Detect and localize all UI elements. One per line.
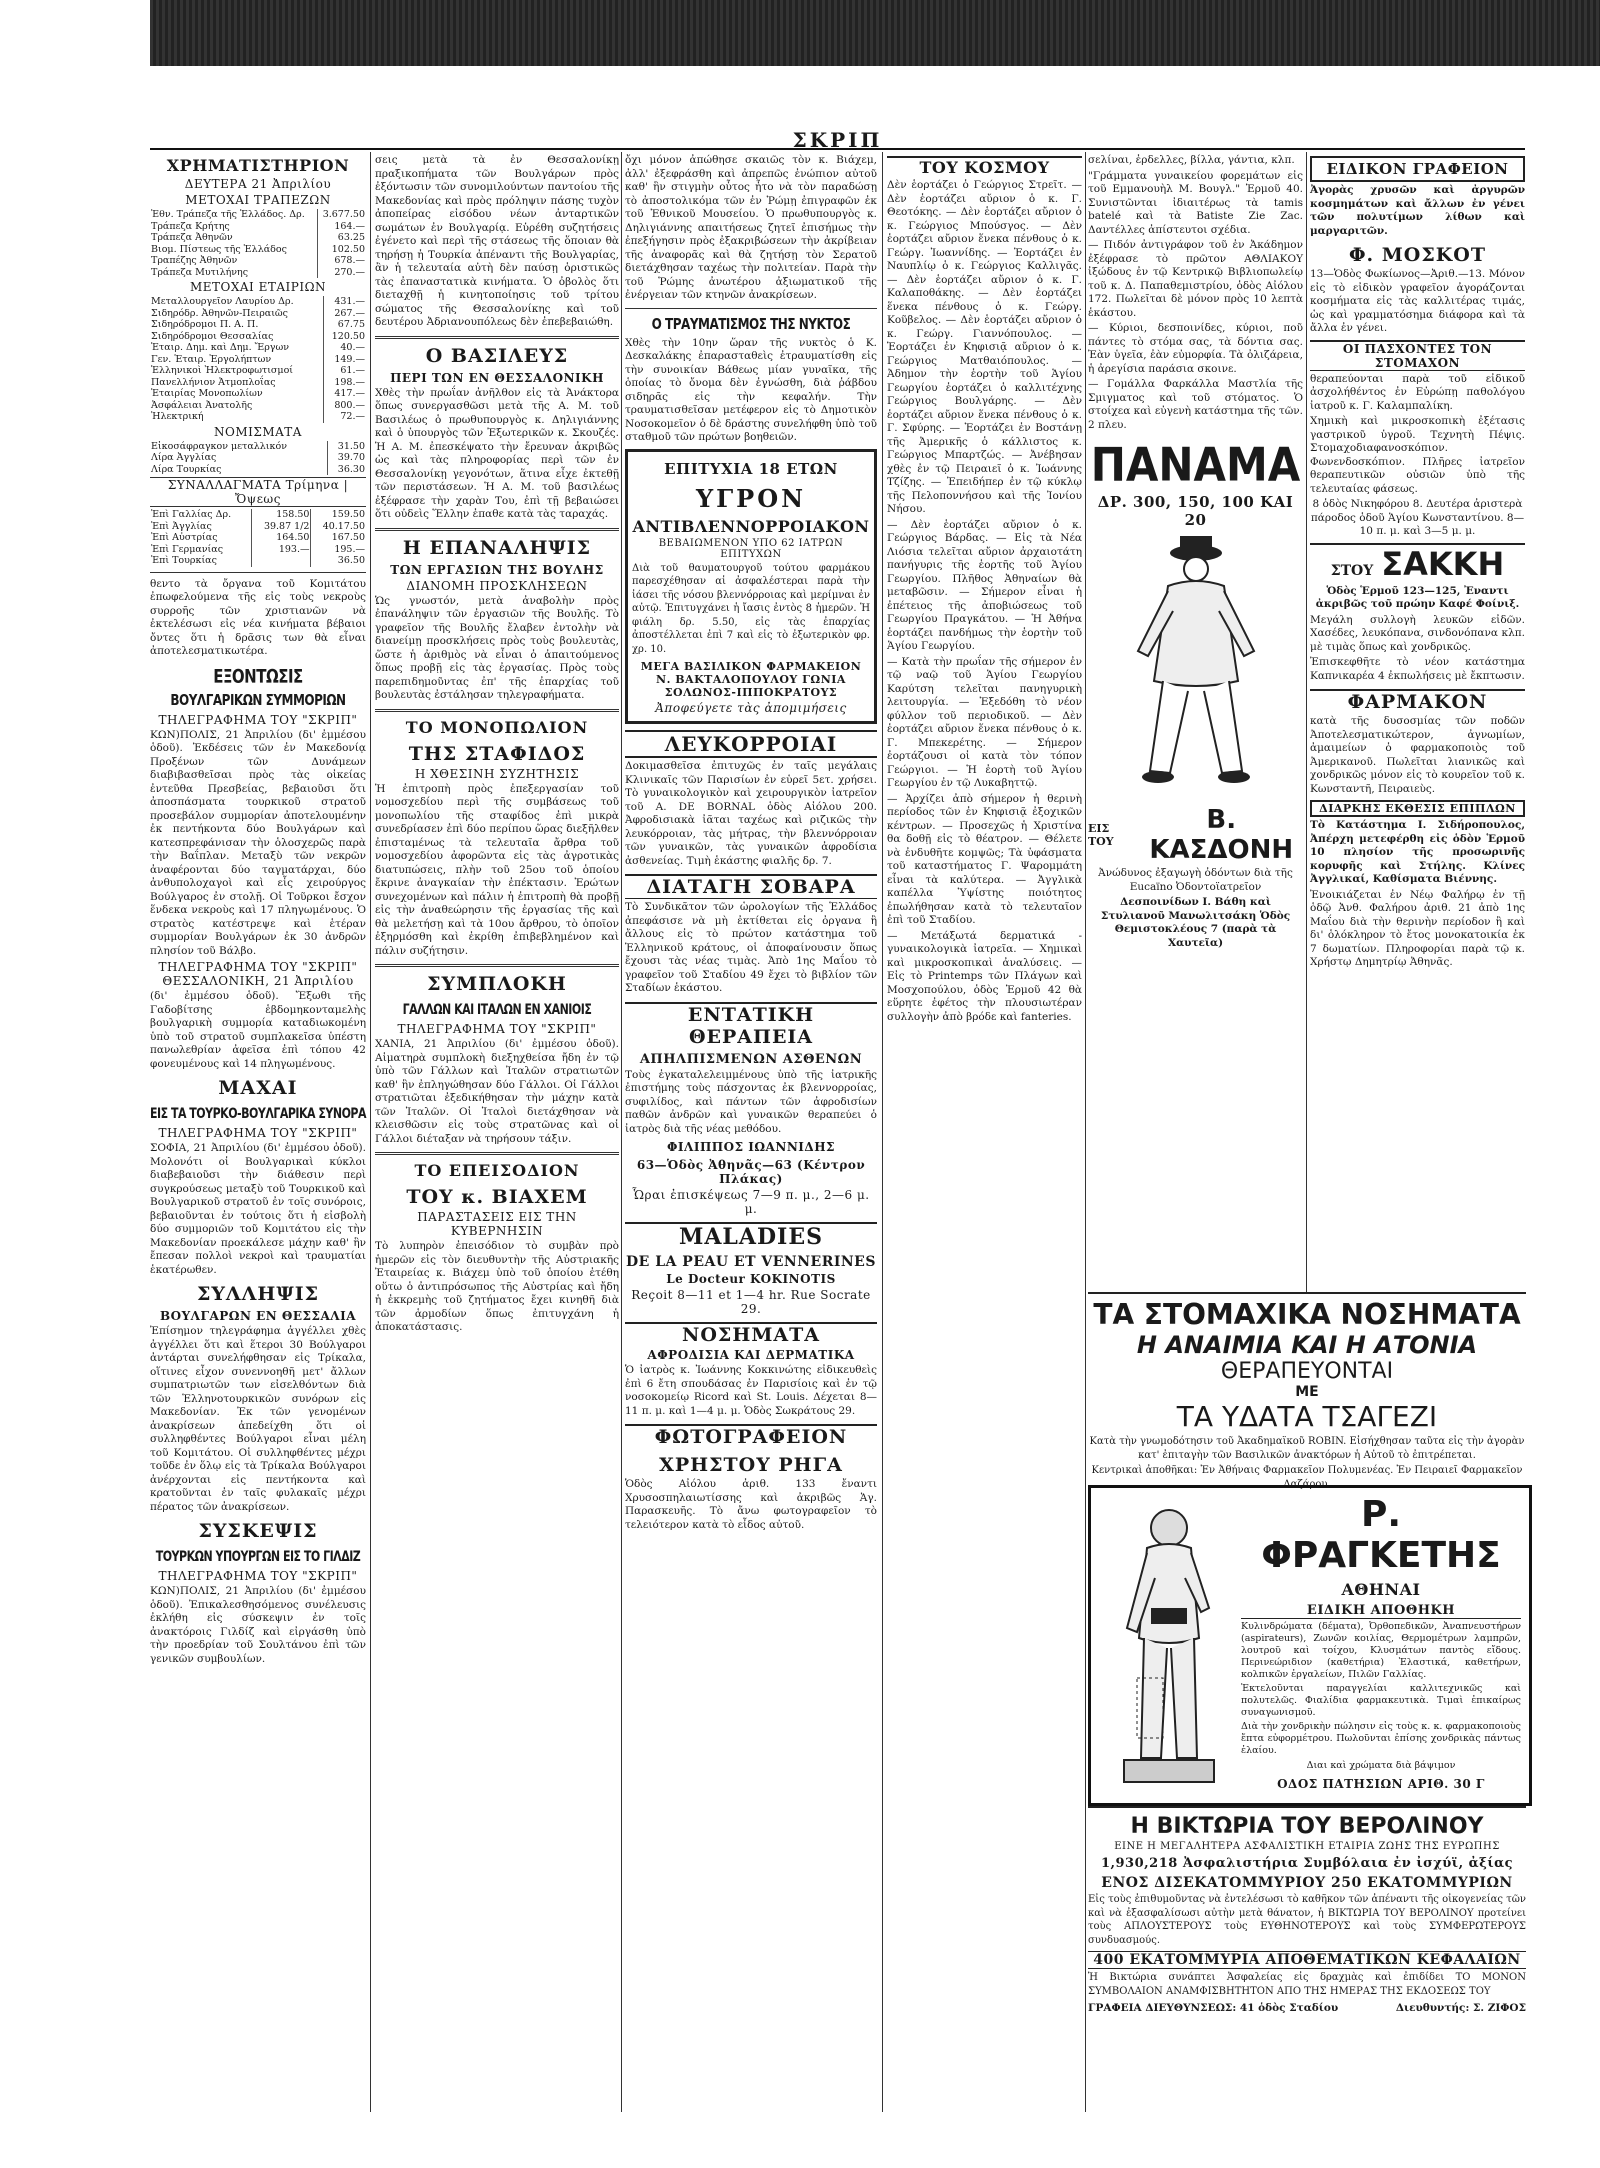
table-row: [150, 308, 366, 320]
headline-monopolion-sub: ΤΗΣ ΣΤΑΦΙΔΟΣ: [408, 742, 586, 765]
article-text: θεντο τὰ ὄργανα τοῦ Κομιτάτου ἐπωφελούμενα τῆς εἰς τοὺς νεκροὺς συρροῆς τῶν χριστιανῶν νὰ ἐκτελέσωσι εἰς νέα κινήματα βέβαιοι ὄντες ὅτι ἡ δρᾶσις των θὰ εἶναι ἀποτελεσματικωτέρα.: [150, 577, 366, 657]
ad-footer: Ἀποφεύγετε τὰς ἀπομιμήσεις: [655, 701, 847, 715]
row-value: 164.—: [318, 221, 366, 233]
row-value: 40.—: [323, 342, 366, 354]
row-value: 39.87 1/2: [251, 521, 311, 533]
article-text: ΚΩΝ)ΠΟΛΙΣ, 21 Ἀπριλίου (δι' ἐμμέσου ὁδοῦ). Ἐπικαλεσθησόμενος συνέλευσις ἐκλήθη εἰς σύσκεψιν ἐν τοῖς ἀνακτόροις Γιλδίζ καὶ εἰργάσθη ὑπὸ τὴν προεδρίαν τοῦ Σουλτάνου ἐπὶ τῶν γενικῶν συμβουλίων.: [150, 1585, 366, 1665]
headline-symploki: ΣΥΜΠΛΟΚΗ: [427, 973, 567, 995]
table-row: [150, 532, 366, 544]
ad-stomachika-title: ΤΑ ΣΤΟΜΑΧΙΚΑ ΝΟΣΗΜΑΤΑ: [1093, 1298, 1521, 1331]
ad-victoria-line1: 1,930,218 Ἀσφαλιστήρια Συμβόλαια ἐν ἰσχύϊ, ἀξίας: [1100, 1856, 1514, 1871]
ad-maladies-title: MALADIES: [625, 1222, 877, 1250]
sakki-name: ΣΑΚΚΗ: [1381, 544, 1505, 583]
table-row: [150, 267, 366, 279]
headline-entatiki: ΕΝΤΑΤΙΚΗ ΘΕΡΑΠΕΙΑ: [625, 1002, 877, 1048]
headline-epeisodion-sub: ΤΟΥ κ. ΒΙΑΧΕΜ: [406, 1186, 588, 1208]
row-value: 800.—: [323, 400, 366, 412]
article-text: — Μετάξωτά δερματικά - γυναικολογικὰ ἰατρεῖα. — Χημικαὶ καὶ μικροσκοπικαὶ ἀναλύσεις. — Εἰς τὸ Printemps τῶν Πλάγων καὶ Μοσχοπούλου, ὁδὸς Ἑρμοῦ 42 θὰ εὕρητε ἐφέτος τὴν πλουσιωτέραν συλλογὴν ἀπὸ βρόδε καὶ fanteries.: [887, 929, 1082, 1023]
ad-maladies-doctor: Le Docteur KOKINOTIS: [666, 1272, 836, 1286]
table-row: [150, 221, 366, 233]
banks-table: [150, 209, 366, 278]
headline-farmakon: ΦΑΡΜΑΚΟΝ: [1310, 689, 1525, 713]
headline-kosmos: ΤΟΥ ΚΟΣΜΟΥ: [887, 156, 1082, 177]
headline-leukorroia: ΛΕΥΚΟΡΡΟΙΑΙ: [625, 730, 877, 758]
headline-vasileus: Ο ΒΑΣΙΛΕΥΣ: [425, 344, 569, 367]
divider: [625, 308, 877, 309]
column-6: [1310, 152, 1525, 1312]
ad-title-2: ΑΝΤΙΒΛΕΝΝΟΡΡΟΙΑΚΟΝ: [632, 516, 870, 536]
ad-victoria-sub: ΕΙΝΕ Η ΜΕΓΑΛΗΤΕΡΑ ΑΣΦΑΛΙΣΤΙΚΗ ΕΤΑΙΡΙΑ ΖΩΗΣ ΤΗΣ ΕΥΡΩΠΗΣ: [1114, 1841, 1500, 1852]
ad-text: Ἐπισκεφθῆτε τὸ νέον κατάστημα Καπνικαρέα 4 ἐκπωλήσεις μὲ ἔκπτωσιν.: [1310, 656, 1525, 682]
fragketis-text-block: [1241, 1494, 1521, 1793]
divider: [375, 528, 619, 531]
ad-stomachika-title4: ΤΑ ΥΔΑΤΑ ΤΣΑΓΕΖΙ: [1176, 1400, 1438, 1433]
kasdoni-name: Β. ΚΑΣΔΟΝΗ: [1149, 805, 1294, 865]
column-5: [1088, 152, 1303, 1312]
ad-maladies-sub: DE LA PEAU ET VENNERINES: [626, 1254, 876, 1270]
column-divider: [370, 152, 371, 2112]
row-value: 270.—: [318, 267, 366, 279]
divider: [375, 336, 619, 339]
article-text: — Ἀρχίζει ἀπὸ σήμερον ἡ θερινὴ περίοδος τῶν ἐν Κηφισιᾷ ἐξοχικῶν κέντρων. — Προσεχῶς ἡ Χριστίνα θα δοθῇ εἰς τὸ θέατρον. — Θέλετε νὰ ἐνδυθῆτε κομψῶς; Τὰ ὑφάσματα τοῦ καταστήματος Γ. Ψαρομμάτη εἶναι τὰ καλύτερα. — Ἀγγλικὰ καπέλλα Ὑψίστης ποιότητος ἐπωλήθησαν κατὰ τὸ τελευταῖον ἐπὶ τοῦ Σταδίου.: [887, 792, 1082, 926]
ad-victoria-office: ΓΡΑΦΕΙΑ ΔΙΕΥΘΥΝΣΕΩΣ: 41 ὁδὸς Σταδίου: [1088, 2002, 1339, 2014]
telegram-label: ΤΗΛΕΓΡΑΦΗΜΑ ΤΟΥ "ΣΚΡΙΠ" ΘΕΣΣΑΛΟΝΙΚΗ, 21 Ἀπριλίου: [158, 960, 358, 988]
ad-tsagezi-waters: [1088, 1292, 1526, 1490]
table-row: [150, 555, 366, 567]
ad-text: Ἐκτελοῦνται παραγγελίαι καλλιτεχνικῶς καὶ πολυτελῶς. Φιαλίδια φαρμακευτικὰ. Τιμαὶ ἐπικαίρως συναγωνισμοῦ.: [1241, 1683, 1521, 1718]
headline-epeisodion: ΤΟ ΕΠΕΙΣΟΔΙΟΝ: [414, 1161, 580, 1180]
row-value: 195.—: [311, 544, 366, 556]
row-value: 39.70: [328, 452, 366, 464]
banks-header: ΜΕΤΟΧΑΙ ΤΡΑΠΕΖΩΝ: [185, 193, 331, 207]
table-row: [150, 441, 366, 453]
exchange-date: ΔΕΥΤΕΡΑ 21 Ἀπριλίου: [184, 177, 332, 191]
column-divider: [1085, 152, 1086, 2112]
headline-syskepsis: ΣΥΣΚΕΨΙΣ: [198, 1520, 318, 1542]
fx-table: [150, 509, 366, 567]
ad-text: — Γομάλλα Φαρκάλλα Μαστλία τῆς Σμιγματος καὶ τοῦ στόματος. Ὁ στοίχεα καὶ εὐγενὴ κατάστημα τῆς τῶν. 2 πλευ.: [1088, 378, 1303, 431]
ad-stomachika-title2: Η ΑΝΑΙΜΙΑ ΚΑΙ Η ΑΤΟΝΙΑ: [1136, 1331, 1478, 1359]
column-1: [150, 152, 366, 2117]
ad-text: — Πιδόν ἀντιγράφον τοῦ ἐν Ἀκάδημον ἐξέφρασε τὸ πρῶτον ΑΘΛΙΑΚΟΥ ἰξώδους ἐν τῷ Κεντρικῷ Βιβλιοπωλείῳ τοῦ κ. Δ. Παπαθεμιστρίου, ὁδὸς Αἰόλου 172. Πωλεῖται δὲ μόνον πρὸς 10 λεπτὰ ἑκάστου.: [1088, 239, 1303, 319]
article-text: Ἐπίσημον τηλεγράφημα ἀγγέλλει χθὲς ἀγγέλλει ὅτι καὶ ἕτεροι 30 Βούλγαροι ἀντάρται συνελήφθησαν εἰς Τρίκαλα, οἵτινες εἶχον συνεννοηθῆ μετ' ἄλλων συμπατριωτῶν των εἰσελθόντων διὰ τῶν Ἑλληνοτουρκικῶν συνόρων εἰς Μακεδονίαν. Ἐκ τῶν γενομένων ἀνακρίσεων ἀπεδείχθη ὅτι οἱ συλληφθέντες Βούλγαροι εἶναι μέλη τοῦ Κομιτάτου. Οἱ συλληφθέντες μέχρι τοῦδε ἐν ὅλῳ εἰς τὰ Τρίκαλα Βούλγαροι ἀνέρχονται εἰς πεντήκοντα καὶ κρατοῦνται ἐν ταῖς φυλακαῖς μέχρι πέρατος τῶν ἀνακρίσεων.: [150, 1325, 366, 1513]
row-label: Λίρα Ἀγγλίας: [151, 452, 217, 463]
ad-panama-title: ΠΑΝΑΜΑ: [1090, 437, 1301, 492]
kasdoni-prefix: ΕΙΣ ΤΟΥ: [1088, 822, 1114, 848]
ad-text: Ἡ Βικτώρια συνάπτει Ἀσφαλείας εἰς δραχμὰς καὶ ἐπιδίδει ΤΟ ΜΟΝΟΝ ΣΥΜΒΟΛΑΙΟΝ ΑΝΑΜΦΙΣΒΗΤΗΤΟΝ ΑΠΟ ΤΗΣ ΗΜΕΡΑΣ ΤΗΣ ΕΚΔΟΣΕΩΣ ΤΟΥ: [1088, 1972, 1526, 1997]
headline-maxai-sub: ΕΙΣ ΤΑ ΤΟΥΡΚΟ-ΒΟΥΛΓΑΡΙΚΑ ΣΥΝΟΡΑ: [150, 1105, 366, 1122]
ad-panama-prices: ΔΡ. 300, 150, 100 ΚΑΙ 20: [1097, 493, 1294, 529]
ad-title: ΥΓΡΟΝ: [695, 483, 807, 513]
ad-text: Κατὰ τὴν γνωμοδότησιν τοῦ Ἀκαδημαϊκοῦ ROBIN. Εἰσήχθησαν ταῦτα εἰς τὴν ἀγορὰν κατ' ἐπιταγὴν τῶν Βασιλικῶν ἀνακτόρων ἡ Αὐτοῦ τὸ ἐπιτρέπεται.: [1089, 1436, 1525, 1461]
ad-text: Κυλινδρώματα (δέματα), Ὀρθοπεδικῶν, Ἀναπνευστήρων (aspirateurs), Ζωνῶν κοιλίας, Θερμομέτρων λαμπρῶν, λουτροῦ καὶ τοίχου, Κλυσμάτων παντὸς εἴδους. Περινεώριδιον (καθετήρια) Ἐλαστικά, καθετήρων, κολπικῶν ἐργαλείων, Πιλῶν Γαλλίας.: [1241, 1621, 1521, 1680]
headline-nosimata-sub: ΑΦΡΟΔΙΣΙΑ ΚΑΙ ΔΕΡΜΑΤΙΚΑ: [647, 1348, 855, 1362]
row-value: 159.50: [311, 509, 366, 521]
headline-epanalipsis-sub2: ΔΙΑΝΟΜΗ ΠΡΟΣΚΛΗΣΕΩΝ: [406, 578, 588, 593]
row-value: 193.—: [251, 544, 311, 556]
column-divider: [1306, 152, 1307, 1292]
table-row: [150, 544, 366, 556]
row-value: 36.30: [328, 464, 366, 476]
ad-text: Ὁ ἰατρὸς κ. Ἰωάννης Κοκκινώτης εἰδικευθεὶς ἐπὶ 6 ἔτη σπουδάσας ἐν Παρισίοις καὶ ἐν τῷ νοσοκομείῳ Ricord καὶ St. Louis. Δέχεται 8—11 π. μ. καὶ 1—4 μ. μ. Ὁδὸς Σωκράτους 29.: [625, 1364, 877, 1417]
headline-diatagi: ΔΙΑΤΑΓΗ ΣΟΒΑΡΑ: [625, 874, 877, 899]
sakki-prefix: ΣΤΟΥ: [1330, 562, 1374, 579]
ad-text: Δεσποινίδων Ι. Βάθη καὶ Στυλιανοῦ Μανωλιτσάκη Ὁδὸς Θεμιστοκλέους 7 (παρὰ τὰ Χαυτεῖα): [1100, 896, 1291, 949]
article-text: ὄχι μόνον ἀπώθησε σκαιῶς τὸν κ. Βιάχεμ, ἀλλ' ἐξεφράσθη καὶ ἀπρεπῶς ἐνώπιον αὐτοῦ καθ' ἣν στιγμὴν οὗτος ἦτο νὰ τὸν παραδώσῃ τὸ ἀποστολικόμα τῶν ἐν Ῥώμῃ ἐπιγραφῶν ἐκ τοῦ Ἐθνικοῦ Μουσείου. Ὁ πρωθυπουργὸς κ. Δηλιγιάννης απαιτήσεως ζητεῖ ἐπισήμως τὴν ἐπεξήγησιν πρὸς ἐξακριβώσεων τὴν ἀκρίβειαν τῆς ἀναφορᾶς καὶ θὰ ζητήσῃ τὸν Σερατοῦ διετάχθησαν ταχέως τὴν πολιτείαν. Παρὰ τὴν τοῦ Ῥώμης ἀνωτέρου ἀξιωματικοῦ τῆς ἐνέργειαν τῶν κτηνῶν ἀνακρίσεων.: [625, 154, 877, 301]
divider: [375, 1152, 619, 1155]
article-text: ΣΟΦΙΑ, 21 Ἀπριλίου (δι' ἐμμέσου ὁδοῦ). Μολονότι οἱ Βουλγαρικαὶ κύκλοι διαβεβαιοῦσι τὴν διάθεσιν περὶ συγκρούσεως μεταξὺ τοῦ Τουρκικοῦ καὶ Βουλγαρικοῦ στρατοῦ ἐν τοῖς συνόροις, βεβαιοῦνται ἐν τούτοις ὅτι ἡ εἰσβολὴ δύο συμμοριῶν τοῦ Κομιτάτου εἰς τὴν Μακεδονίαν προεκάλεσε μάχην καθ' ἣν ἔπεσαν πολλοὶ νεκροὶ καὶ τραυματίαι ἑκατέρωθεν.: [150, 1142, 366, 1276]
headline-exontosis-sub: ΒΟΥΛΓΑΡΙΚΩΝ ΣΥΜΜΟΡΙΩΝ: [170, 690, 346, 709]
article-text: Τὸ λυπηρὸν ἐπεισόδιον τὸ συμβὰν πρὸ ἡμερῶν εἰς τὸν διευθυντὴν τῆς Αὐστριακῆς Ἐταιρείας κ. Βιάχεμ ὑπὸ τοῦ ὁποίου ἐτέθη οὕτω ὁ ἀντιπρόσωπος τῆς Αὐστρίας καὶ ἤδη ἡ ἐκκρεμὴς τοῦ ζητήματος ἔχει κινηθῆ διὰ τῶν ἁρμοδίων ὅπως ἐπιτυγχάνη ἡ ἀποκατάστασις.: [375, 1240, 619, 1333]
row-value: 61.—: [323, 365, 366, 377]
article-text: Χθὲς τὴν 10ην ὥραν τῆς νυκτὸς ὁ Κ. Δεσκαλάκης ἐπαρασταθεὶς ἐτραυματίσθη εἰς τὴν συνοικίαν Βάθεως μίαν γυναῖκα, τῆς ὁποίας τὸ ὄνομα δὲν ἐγνώσθη, διὰ ῥάβδου σιδηρᾶς εἰς τὴν κεφαλήν. Τὴν τραυματισθεῖσαν μετέφερον εἰς τὸ Δημοτικὸν Νοσοκομεῖον ὁ δὲ δράστης συνελήφθη ὑπὸ τοῦ σταθμοῦ τῶν πρώτων βοηθειῶν.: [625, 336, 877, 443]
headline-nosimata: ΝΟΣΗΜΑΤΑ: [625, 1322, 877, 1346]
row-value: 72.—: [323, 411, 366, 423]
table-row: [150, 509, 366, 521]
table-row: [150, 296, 366, 308]
article-text: σελίναι, ἐρδελλες, βίλλα, γάντια, κλπ.: [1088, 154, 1295, 166]
row-label: Σιδηρόδρ. Ἀθηνῶν-Πειραιῶς: [151, 307, 289, 319]
ad-text: — Κύριοι, δεσποινίδες, κύριοι, ποῦ πάντες τὸ στόμα σας, τὰ δόντια σας. Ἐὰν ὑγεῖα, ἐὰν εὐμορφία. Τὰ ὀλιζάρεια, ἡ ἀρεγίσια παράσια σκοινε.: [1088, 322, 1303, 375]
ad-victoria-berlin: [1088, 1806, 1526, 2058]
ad-victoria-title: Η ΒΙΚΤΩΡΙΑ ΤΟΥ ΒΕΡΟΛΙΝΟΥ: [1130, 1814, 1484, 1839]
fx-header: ΣΥΝΑΛΛΑΓΜΑΤΑ Τρίμηνα | Ὄψεως: [150, 477, 366, 507]
row-value: 164.50: [251, 532, 311, 544]
row-label: Βιομ. Πίστεως τῆς Ἑλλάδος: [151, 243, 287, 255]
row-value: 267.—: [323, 308, 366, 320]
row-label: Εἰκοσάφραγκον μεταλλικόν: [151, 440, 287, 452]
ad-text: Διὰ τὴν χονδρικὴν πώλησιν εἰς τοὺς κ. κ. φαρμακοποιοὺς ἔπτα εὐφορμέτρου. Πωλοῦνται ἐπίσης χονδρικὰς πάντως ἐλαίου.: [1241, 1721, 1521, 1756]
table-row: [150, 521, 366, 533]
headline-photo: ΦΩΤΟΓΡΑΦΕΙΟΝ: [625, 1424, 877, 1448]
row-label: Ἠλεκτρική: [151, 411, 204, 422]
ad-signature: Φ. ΜΟΣΚΟΤ: [1349, 244, 1486, 266]
hat-man-illustration: [1088, 531, 1303, 801]
headline-sylipsis-sub: ΒΟΥΛΓΑΡΩΝ ΕΝ ΘΕΣΣΑΛΙΑ: [159, 1309, 357, 1323]
ad-address: Ὁδὸς Ἑρμοῦ 123—125, Ἐναντι ἀκριβῶς τοῦ πρώην Καφέ Φοίνιξ.: [1315, 584, 1520, 610]
headline-photo-sub: ΧΡΗΣΤΟΥ ΡΗΓΑ: [659, 1454, 843, 1476]
ad-text: Χημικὴ καὶ μικροσκοπικὴ ἐξέτασις γαστρικοῦ ὑγροῦ. Τεχνητὴ Πέψις. Στομαχοδιαφανοσκόπιον. Φωνενδοσκόπιον. Πλῆρες ἰατρεῖον θεραπευτικῶν οὐσιῶν ὑπὸ τῆς τελευταίας φάσεως.: [1310, 415, 1525, 495]
headline-symploki-sub: ΓΑΛΛΩΝ ΚΑΙ ΙΤΑΛΩΝ ΕΝ ΧΑΝΙΟΙΣ: [402, 1001, 592, 1018]
table-row: [150, 331, 366, 343]
ad-victoria-capital: 400 ΕΚΑΤΟΜΜΥΡΙΑ ΑΠΟΘΕΜΑΤΙΚΩΝ ΚΕΦΑΛΑΙΩΝ: [1088, 1951, 1526, 1969]
companies-header: ΜΕΤΟΧΑΙ ΕΤΑΙΡΙΩΝ: [189, 280, 327, 294]
ad-text: Ἀνώδυνος ἐξαγωγὴ ὀδόντων διὰ τῆς Eucaïno Ὀδοντοϊατρεῖον: [1098, 867, 1293, 893]
table-row: [150, 452, 366, 464]
table-row: [150, 400, 366, 412]
row-label: Ἐπὶ Αὐστρίας: [151, 532, 218, 543]
table-row: [150, 464, 366, 476]
ad-text: κατὰ τῆς δυσοσμίας τῶν ποδῶν Ἀποτελεσματικώτερον, ἀγνωμίων, ἀμαιμείων ὁ φαρμακοποιὸς τοῦ Ἀμερικανοῦ. Πωλεῖται λιανικῶς καὶ χονδρικῶς μόνον εἰς τὸ κουρεῖον τοῦ κ. Κωνσταντῆ, Πειραιεὺς.: [1310, 715, 1525, 795]
headline-entatiki-sub: ΑΠΗΛΠΙΣΜΕΝΩΝ ΑΣΘΕΝΩΝ: [639, 1051, 863, 1067]
companies-table: [150, 296, 366, 423]
column-4: [887, 152, 1082, 2097]
ad-stomachika-title3: ΘΕΡΑΠΕΥΟΝΤΑΙ: [1220, 1359, 1394, 1384]
masthead-rule: [150, 148, 1525, 150]
row-label: Μεταλλουργεῖον Λαυρίου Δρ.: [151, 296, 294, 307]
row-value: 417.—: [323, 388, 366, 400]
ad-text: Κεντρικαὶ ἀποθῆκαι: Ἐν Ἀθήναις Φαρμακεῖον Πολυμενέας. Ἐν Πειραιεῖ Φαρμακεῖον Λαζάρου.: [1091, 1465, 1523, 1490]
article-text: Τὸ Συνδικᾶτον τῶν ὡρολογίων τῆς Ἑλλάδος ἀπεφάσισε νὰ μὴ ἐκτίθεται εἰς ὀργανα ἢ ἄλλους εἰς τὸ πρώτον κατάστημα τοῦ Ἑλληνικοῦ κράτους, οἱ ἀποφαίνουσιν ὅπως ἔχουσι τὰς νέας τιμὰς. Ἀπὸ 1ης Μαΐου τὸ γραφεῖον τοῦ Σταδίου 49 ἔχει τὸ βιβλίον τῶν Σταδίων ἑκάστου.: [625, 901, 877, 994]
article-text: — Κατὰ τὴν πρωΐαν τῆς σήμερον ἐν τῷ ναῷ τοῦ Ἁγίου Γεωργίου Καρύτση τελεῖται πανηγυρικὴ λειτουργία. — Ἐξεδόθη τὸ νέον φύλλον τοῦ περιοδικοῦ. — Δὲν ἑορτάζει αὔριον ἕνεκα πένθους ὁ κ. Γ. Μπεκερέτης. — Σήμερον ἐορτάζουσι οἱ κατὰ τὸν τόπον Γεώργιοι. — Ἡ ἐορτὴ τοῦ Ἁγίου Γεωργίου ἐν τῷ Λυκαβηττῷ.: [887, 655, 1082, 789]
ad-text: Τοὺς ἐγκαταλελειμμένους ὑπὸ τῆς ἰατρικῆς ἐπιστήμης τοὺς πάσχοντας ἐκ βλεννορροίας, συφιλίδος, καὶ πάντων τῶν ἀφροδισίων παθῶν ἀνδρῶν καὶ γυναικῶν θεραπεύει ὁ ἰατρὸς διὰ τῆς νέας μεθόδου.: [625, 1068, 877, 1135]
headline-sylipsis: ΣΥΛΛΗΨΙΣ: [196, 1283, 320, 1305]
row-label: Τράπεζα Κρήτης: [151, 220, 230, 232]
kasdoni-title-row: [1088, 805, 1303, 865]
column-divider: [621, 152, 622, 2112]
headline-epanalipsis: Η ΕΠΑΝΑΛΗΨΙΣ: [402, 536, 592, 559]
headline-idikon: ΕΙΔΙΚΟΝ ΓΡΑΦΕΙΟΝ: [1310, 156, 1525, 182]
ad-text: θεραπεύονται παρὰ τοῦ εἰδικοῦ ἀσχολήθέντος ἐν Εὐρώπῃ παθολόγου ἰατροῦ κ. Γ. Καλαμπαλίκη.: [1310, 372, 1525, 412]
row-label: Ἀσφάλειαι Ἀνατολῆς: [151, 399, 253, 411]
ad-text: Δοκιμασθεῖσα ἐπιτυχῶς ἐν ταῖς μεγάλαις Κλινικαῖς τῶν Παρισίων ἐν εὑρεῖ 5ετ. χρήσει. Τὸ γυναικολογικὸν καὶ χειρουργικὸν ἰατρεῖον τοῦ Α. DE BORNAL ὁδὸς Αἰόλου 200. Ἀφροδισιακὰ ἰᾶται ταχέως καὶ ριζικῶς τὴν λευκόρροιαν, τὰς μήτρας, τὴν βλεννόρροιαν τῶν γυναικῶν, τὰς γυναικῶν ἀφροδίσια ἀσθενείας. Τιμὴ ἑκάστης φιαλῆς δρ. 7.: [625, 760, 877, 867]
row-value: 149.—: [323, 354, 366, 366]
article-text: (δι' ἐμμέσου ὁδοῦ). Ἔξωθι τῆς Γαδοβίτσης ἑβδομηκονταμελὴς βουλγαρικὴ συμμορία καταδιωκομένη ὑπὸ τοῦ στρατοῦ συμπλακεῖσα ὑπέστη πανωλεθρίαν ἀφεῖσα ἐπὶ τόπου 42 φονευμένους καὶ 14 πληγωμένους.: [150, 990, 366, 1070]
table-row: [150, 255, 366, 267]
ad-text: "Γράμματα γυναικείου φορεμάτων εἰς τοῦ Εμμανουὴλ Μ. Βουγλ." Ἑρμοῦ 40. Συνιστῶνται ἰδιαιτέρως τὰ tamis batelé καὶ τὰ Batiste Zie Zac. Δαντέλλες ἀπίστευτοι σχέδια.: [1088, 169, 1303, 236]
headline-syskepsis-sub: ΤΟΥΡΚΩΝ ΥΠΟΥΡΓΩΝ ΕΙΣ ΤΟ ΓΙΛΔΙΖ: [155, 1548, 361, 1565]
ad-text: Διαι καὶ χρώματα διὰ βάψιμον: [1306, 1760, 1456, 1771]
ad-fragketis-sub: ΕΙΔΙΚΗ ΑΠΟΘΗΚΗ: [1241, 1603, 1521, 1619]
table-row: [150, 232, 366, 244]
scan-top-band: [150, 0, 1600, 66]
table-row: [150, 209, 366, 221]
row-label: Ἑλληνικοὶ Ἠλεκτροφωτισμοί: [151, 365, 294, 376]
page-masthead: ΣΚΡΙΠ: [792, 128, 883, 152]
row-value: 102.50: [318, 244, 366, 256]
article-text: Χθὲς τὴν πρωΐαν ἀνῆλθον εἰς τὰ Ἀνάκτορα ὅπως συνεργασθῶσι μετὰ τῆς Α. Μ. τοῦ Βασιλέως ὁ πρωθυπουργὸς κ. Δηλιγιάννης καὶ ὁ ὑπουργὸς τῶν Ἐξωτερικῶν κ. Σκουζές. Ἡ Α. Μ. ἐπεσκέψατο τὴν ἔρευναν ἀκριβῶς ὡς καὶ τὰς πληροφορίας περὶ τῶν ἐν Θεσσαλονίκῃ γεγονότων, ἅτινα εἶχε ἐκτεθῇ τῶν περιστάσεων. Ἡ Α. Μ. τοῦ βασιλέως ἐξέφρασε τὴν χαρὰν Του, ἐπὶ τῇ βεβαιώσει ὅτι οὐδεὶς Ἕλλην ἐπαθε κατὰ τὰς ταραχάς.: [375, 386, 619, 520]
ad-text: Εἰς τοὺς ἐπιθυμοῦντας νὰ ἐντελέσωσι τὸ καθῆκον τῶν ἀπέναντι τῆς οἰκογενείας τῶν καὶ νὰ ἐξασφαλίσωσι αὐτὴν μετὰ θάνατον, ἡ ΒΙΚΤΩΡΙΑ ΤΟΥ ΒΕΡΟΛΙΝΟΥ προτείνει τοὺς ΑΠΛΟΥΣΤΕΡΟΥΣ τοὺς ΕΥΘΗΝΟΤΕΡΟΥΣ καὶ τοὺς ΣΥΜΦΕΡΩΤΕΡΟΥΣ συνδυασμούς.: [1088, 1894, 1526, 1946]
ad-signature: ΦΙΛΙΠΠΟΣ ΙΩΑΝΝΙΔΗΣ: [666, 1140, 836, 1154]
article-text: Ἡ ἐπιτροπὴ πρὸς ἐπεξεργασίαν τοῦ νομοσχεδίου περὶ τῆς συμβάσεως τοῦ μονοπωλίου τῆς σταφίδος ἐπὶ μικρὰ συνεδρίασεν ἐπὶ δύο περίπου ὥρας διεξῆλθεν ἐπισταμένως τὰ τελευταῖα ἄρθρα τοῦ νομοσχεδίου ἀφορῶντα εἰς τὰς ἀγροτικὰς διατυπώσεις, πλὴν τοῦ 25ου τοῦ ὁποίου ἔκρινε ἀναγκαίαν τὴν ἐπέκτασιν. Ἐρώτων συνεχομένων καὶ πάλιν ἡ ἐπιτροπὴ θὰ προβῇ εἰς τὴν ἀναθεώρησιν τῆς ἐργασίας τῆς καὶ θὰ μελετήσῃ καὶ τὰ 10ου ἄρθρου, τὸ ὁποῖον ἐξηρμόσθη καὶ ἐκρίθη ἐπιβεβλημένον καὶ πάλιν συζήτησιν.: [375, 782, 619, 957]
row-label: Λίρα Τουρκίας: [151, 463, 222, 475]
ad-text: Ὁδὸς Αἰόλου ἀριθ. 133 ἔναντι Χρυσοσπηλαιωτίσσης καὶ ἀκριβῶς Ἁγ. Παρασκευῆς. Τὸ ἄνω φωτογραφεῖον τὸ τελειότερον κατὰ τὸ εἶδος αὐτοῦ.: [625, 1478, 877, 1531]
telegram-label: ΤΗΛΕΓΡΑΦΗΜΑ ΤΟΥ "ΣΚΡΙΠ": [158, 1126, 358, 1140]
ad-fragketis: [1088, 1485, 1532, 1806]
table-row: [150, 365, 366, 377]
row-value: 120.50: [323, 331, 366, 343]
ad-text: Διὰ τοῦ θαυματουργοῦ τούτου φαρμάκου παρεσχέθησαν αἱ ἀσφαλέστεραι παρὰ τὴν ἰάσει τῆς νόσου βλεννόρροιας καὶ μερίμναι ἐν αὐτῷ. Ἐπιτυγχάνει ἡ ἴασις ἐντὸς 8 ἡμερῶν. Ἡ φιάλη δρ. 5.50, εἰς τὰς ἐπαρχίας ἀποστέλλεται ἐπὶ 7 καὶ εἰς τὸ ἐξωτερικὸν φρ. χρ. 10.: [632, 562, 870, 655]
divider: [375, 709, 619, 712]
table-row: [150, 411, 366, 423]
ad-top-line: ΕΠΙΤΥΧΙΑ 18 ΕΤΩΝ: [664, 459, 838, 478]
ad-fragketis-title: Ρ. ΦΡΑΓΚΕΤΗΣ: [1261, 1494, 1501, 1576]
article-text: Δὲν ἑορτάζει ὁ Γεώργιος Στρεῖτ. — Δὲν ἑορτάζει αὔριον ὁ κ. Γ. Θεοτόκης. — Δὲν ἑορτάζει αὔριον ὁ κ. Γεώργιος Μπούσγος. — Δὲν ἑορτάζει αὔριον ἕνεκα πένθους ὁ κ. Γεώργ. Ἰωαννίδης. — Ἑορτάζει ἐν Ναυπλίῳ ὁ κ. Γεώργιος Καλλιγᾶς. — Δὲν ἑορτάζει αὔριον ὁ κ. Γ. Καλαποθάκης. — Δὲν ἑορτάζει ἕνεκα πένθους ὁ κ. Γεώργ. Κοῦβελος. — Δὲν ἑορτάζει αὔριον ὁ κ. Γεώργ. Γιαννόπουλος. — Ἑορτάζει ἐν Κηφισιᾷ αὔριον ὁ κ. Γεώργιος Ματθαιόπουλος. — Ἀδημον τὴν ἑορτὴν τοῦ Ἁγίου Γεωργίου ἑορτάζει ὁ καλλιτέχνης Γεώργιος Βουλγάρης. — Δὲν ἑορτάζει αὔριον ἕνεκα πένθους ὁ κ. Γ. Σφύρης. — Ἑορτάζει ἐν Βοστάνῃ τῆς Ἀμερικῆς ὁ κάλλιστος κ. Γεώργιος Μπαρτζώς. — Ἀνέβησαν χθὲς ἐν τῷ Πειραιεῖ ὁ κ. Ἰωάννης Τζίζης. — Ἐπειδήπερ ἐν τῷ κύκλῳ τῆς Πελοποννήσου καὶ τῆς Ἰονίου Νήσου.: [887, 179, 1082, 515]
headline-diarkis: ΔΙΑΡΚΗΣ ΕΚΘΕΣΙΣ ΕΠΙΠΛΩΝ: [1310, 800, 1525, 817]
article-text: Ὡς γνωστόν, μετὰ ἀναβολὴν πρὸς ἐπανάληψιν τῶν ἐργασιῶν τῆς Βουλῆς. Τὸ γραφεῖον τῆς Βουλῆς ἔλαβεν ἐντολὴν νὰ διανείμῃ προσκλήσεις πρὸς τοὺς βουλευτὰς, ὥστε ἡ ἀριθμὸς νὰ εἶναι ὁ ἀπαιτούμενος ὅπως προβῇ εἰς τὰς ἐργασίας. Πρὸς τοὺς παρεπιδημοῦντας ἐπ' τῆς ἐπαρχίας τοῦ βουλευτὰς ἐστάλησαν τηλεγραφήματα.: [375, 594, 619, 701]
headline-monopolion: ΤΟ ΜΟΝΟΠΩΛΙΟΝ: [405, 717, 589, 737]
row-label: Τράπεζα Μυτιλήνης: [151, 266, 249, 278]
column-2: [375, 152, 619, 2117]
article-text: σεις μετὰ τὰ ἐν Θεσσαλονίκῃ πραξικοπήματα τῶν Βουλγάρων πρὸς ἐξόντωσιν τῶν συνομιλούντων παντοίου τῆς Μακεδονίας καὶ πρὸς πρόληψιν πάσης τυχὸν ἀποπείρας εἰσόδου νέων ἀνταρτικῶν σωμάτων ἐν Βουλγαρίᾳ. Εὑρέθη συζητήσεις ἐγένετο καὶ περὶ τῆς στάσεως τῆς ὅποιαν θὰ τηρήσῃ ἡ Τουρκία ἀπέναντι τῆς Βουλγαρίας, ἂν ἡ τελευταία αὐτὴ δὲν παύσῃ ὁριστικῶς τὰς ἐπαναστατικὰ κινήματα. Ὁ ὀβολὸς ὅτι διεταχθῇ ἡ κινητοποίησις τοῦ τρίτου σώματος τῆς Θεσσαλονίκης καὶ τοῦ δευτέρου Ἀδριανουπόλεως δὲν ἐπεβεβαιώθη.: [375, 154, 619, 328]
row-value: 36.50: [311, 555, 366, 567]
sakki-title-row: [1310, 543, 1525, 583]
headline-epeisodion-sub2: ΠΑΡΑΣΤΑΣΕΙΣ ΕΙΣ ΤΗΝ ΚΥΒΕΡΝΗΣΙΝ: [417, 1210, 577, 1238]
ad-text: 13—Ὁδὸς Φωκίωνος—Ἀριθ.—13. Μόνον εἰς τὸ εἰδικὸν γραφεῖον ἀγοράζονται κοσμήματα εἰς τὰς καλλιτέρας τιμάς, ὡς καὶ γραμματόσημα διάφορα καὶ τὰ ἄλλα ἐν γένει.: [1310, 268, 1525, 334]
row-value: 31.50: [328, 441, 366, 453]
row-value: 63.25: [318, 232, 366, 244]
headline-maxai: ΜΑΧΑΙ: [218, 1077, 298, 1099]
article-text: ΚΩΝ)ΠΟΛΙΣ, 21 Ἀπριλίου (δι' ἐμμέσου ὁδοῦ). Ἐκδέσεις τῶν ἐν Μακεδονίᾳ Προξένων τῶν Δυνάμεων διαβιβασθεῖσαι πρὸς τὰς οἰκείας ἐντεῦθα Πρεσβείας, βεβαιοῦσι ὅτι ἀποσπάσματα τουρκικοῦ στρατοῦ προσεβάλον συμμορίαν ἀποτελουμένην ἐκ πεντήκοντα δύο Βουλγάρων καὶ κατεσπρεφάνισαν τὴν ὁλοσχερῶς παρὰ τὴν Βαΐπλαν. Μεταξὺ τῶν νεκρῶν ἀναφέρονται δύο ταγματάρχαι, δύο ἀνθυπολοχαγοὶ καὶ εἷς χειρούργος Βούλγαρος ἐν στολῇ. Οἱ Τοῦρκοι ἔσχον ἕνδεκα νεκροὺς καὶ 17 πληγωμένους. Ὁ στρατὸς κατέστρεψε καὶ ἑτέραν συμμορίαν Βουλγάρων ἐκ 30 ἀνδρῶν πλησίον τοῦ Βάλβο.: [150, 728, 366, 957]
headline-vasileus-sub: ΠΕΡΙ ΤΩΝ ΕΝ ΘΕΣΣΑΛΟΝΙΚΗ: [390, 370, 604, 385]
ad-hours: 8 ὁδὸς Νικηφόρου 8. Δευτέρα ἀριστερὰ πάροδος ὁδοῦ Ἁγίου Κωνσταντίνου. 8—10 π. μ. καὶ 3—5 μ. μ.: [1310, 498, 1525, 537]
ad-victoria-line2: ΕΝΟΣ ΔΙΣΕΚΑΤΟΜΜΥΡΙΟΥ 250 ΕΚΑΤΟΜΜΥΡΙΩΝ: [1101, 1875, 1513, 1891]
row-label: Ἐπὶ Γερμανίας: [151, 543, 224, 555]
article-text: — Δὲν ἑορτάζει αὔριον ὁ κ. Γεώργιος Βάρδας. — Εἰς τὰ Νέα Λιόσια τελεῖται αὔριον ἀρχαιοτάτη πανήγυρις τῆς ἑορτῆς τοῦ Ἁγίου Γεωργίου. Πλῆθος Ἀθηναίων θὰ μεταβῶσιν. — Σήμερον εἶναι ἡ ἐπέτειος τῆς ἀποβιώσεως τοῦ Γεωργίου Πραγκάτου. — Ἡ Ἀθήνα ἑορτάζει πανδήμως τὴν ἑορτὴν τοῦ Ἁγίου Γεωργίου.: [887, 518, 1082, 652]
row-label: Ἑταιρίας Μονοπωλίων: [151, 388, 263, 399]
statue-illustration: [1099, 1498, 1239, 1793]
row-label: Ἐπὶ Γαλλίας Δρ.: [151, 509, 232, 520]
coins-header: ΝΟΜΙΣΜΑΤΑ: [214, 424, 302, 439]
ad-victoria-director: Διευθυντής: Σ. ΖΙΦΟΣ: [1395, 2002, 1526, 2014]
ad-text: Ἐνοικιάζεται ἐν Νέῳ Φαλήρῳ ἐν τῇ ὁδῷ Ἀνθ. Φαλήρου ἀριθ. 21 ἀπὸ 1ης Μαΐου διὰ τὴν θερινὴν περίοδον ἢ καὶ δι' ὁλόκληρον τὸ ἔτος μονοκατοικία ἐκ 7 δωματίων. Πληροφορίαι παρὰ τῷ κ. Χρήστῳ Δημητρίῳ Ἀθηνᾶς.: [1310, 888, 1525, 968]
ad-stomachika-with: ΜΕ: [1295, 1384, 1319, 1400]
column-divider: [882, 152, 883, 2112]
ad-fragketis-city: ΑΘΗΝΑΙ: [1341, 1580, 1421, 1599]
row-label: Πανελλήνιον Ἀτμοπλοΐας: [151, 376, 276, 388]
ad-fragketis-address: ΟΔΟΣ ΠΑΤΗΣΙΩΝ ΑΡΙΘ. 30 Γ: [1277, 1776, 1485, 1791]
telegram-label: ΤΗΛΕΓΡΑΦΗΜΑ ΤΟΥ "ΣΚΡΙΠ": [158, 712, 358, 727]
ad-signature: ΜΕΓΑ ΒΑΣΙΛΙΚΟΝ ΦΑΡΜΑΚΕΙΟΝ Ν. ΒΑΚΤΑΛΟΠΟΥΛΟΥ ΓΩΝΙΑ ΣΟΛΩΝΟΣ-ΙΠΠΟΚΡΑΤΟΥΣ: [640, 660, 862, 699]
row-label: Τραπέζης Ἀθηνῶν: [151, 255, 238, 266]
divider: [150, 572, 366, 573]
ad-subtitle: ΒΕΒΑΙΩΜΕΝΟΝ ΥΠΟ 62 ΙΑΤΡΩΝ ΕΠΙΤΥΧΩΝ: [658, 537, 844, 560]
row-label: Σιδηρόδρομοι Π. Α. Π.: [151, 319, 259, 330]
row-value: 40.17.50: [311, 521, 366, 533]
row-label: Σιδηρόδρομοι Θεσσαλίας: [151, 330, 274, 342]
telegram-label: ΤΗΛΕΓΡΑΦΗΜΑ ΤΟΥ "ΣΚΡΙΠ": [158, 1569, 358, 1583]
row-value: 67.75: [323, 319, 366, 331]
headline-exontosis: ΕΞΟΝΤΩΣΙΣ: [213, 664, 303, 687]
headline-traumatismos: Ο ΤΡΑΥΜΑΤΙΣΜΟΣ ΤΗΣ ΝΥΚΤΟΣ: [651, 314, 851, 333]
table-row: [150, 377, 366, 389]
headline-epanalipsis-sub: ΤΩΝ ΕΡΓΑΣΙΩΝ ΤΗΣ ΒΟΥΛΗΣ: [390, 562, 604, 577]
row-label: Γεν. Ἑταιρ. Ἐργολήπτων: [151, 353, 272, 365]
ad-hours: Ὧραι ἐπισκέψεως 7—9 π. μ., 2—6 μ. μ.: [632, 1188, 870, 1216]
ad-text: Μεγάλη συλλογὴ λευκῶν εἰδῶν. Χασέδες, λευκόπανα, σινδονόπανα κλπ. μὲ τιμὰς ὅπως καὶ χονδρικῶς.: [1310, 613, 1525, 653]
row-label: Ἐπὶ Τουρκίας: [151, 555, 217, 566]
column-3: [625, 152, 877, 1772]
row-value: 431.—: [323, 296, 366, 308]
ad-text: Ἀγορὰς χρυσῶν καὶ ἀργυρῶν κοσμημάτων καὶ ἄλλων ἐν γένει τῶν πολυτίμων λίθων καὶ μαργαριτῶν.: [1310, 184, 1525, 237]
headline-paschontes: ΟΙ ΠΑΣΧΟΝΤΕΣ ΤΟΝ ΣΤΟΜΑΧΟΝ: [1310, 340, 1525, 371]
ad-maladies-hours: Reçoit 8—11 et 1—4 hr. Rue Socrate 29.: [631, 1288, 871, 1316]
ad-victoria-footer: [1088, 2002, 1526, 2014]
row-value: 167.50: [311, 532, 366, 544]
row-value: 198.—: [323, 377, 366, 389]
article-text: ΧΑΝΙΑ, 21 Ἀπριλίου (δι' ἐμμέσου ὁδοῦ). Αἱματηρὰ συμπλοκὴ διεξηχθείσα ἤδη ἐν τῷ ὑπὸ τῶν Γάλλων καὶ Ἰταλῶν στρατιωτῶν καθ' ἣν ἐπληγώθησαν δύο Γάλλοι. Οἱ Γάλλοι στρατιῶται ἐξεδικήθησαν τὴν μάχην κατὰ τῶν Ἰταλῶν. Οἱ Ἰταλοὶ διετάχθησαν νὰ κλεισθῶσιν εἰς τοὺς στρατῶνας καὶ οἱ Γάλλοι διέταξαν νὰ τηρήσουν τάξιν.: [375, 1038, 619, 1145]
table-row: [150, 244, 366, 256]
table-row: [150, 342, 366, 354]
telegram-label: ΤΗΛΕΓΡΑΦΗΜΑ ΤΟΥ "ΣΚΡΙΠ": [397, 1022, 597, 1036]
row-label: Ἐθν. Τράπεζα τῆς Ἑλλάδος. Δρ.: [151, 209, 305, 220]
row-label: Τράπεζα Ἀθηνῶν: [151, 232, 233, 243]
row-label: Ἑταιρ. Δημ. καὶ Δημ. Ἔργων: [151, 342, 290, 353]
table-row: [150, 354, 366, 366]
row-value: [251, 555, 311, 567]
table-row: [150, 388, 366, 400]
exchange-title: ΧΡΗΜΑΤΙΣΤΗΡΙΟΝ: [166, 156, 350, 175]
ad-antivlennorroiakon: [625, 449, 877, 725]
coins-table: [150, 441, 366, 476]
row-value: 3.677.50: [318, 209, 366, 221]
table-row: [150, 319, 366, 331]
divider: [375, 964, 619, 967]
row-value: 158.50: [251, 509, 311, 521]
ad-text: Τὸ Κατάστημα Ι. Σιδήροπουλος, Ἀπέρχη μετεφέρθη εἰς ὁδὸν Ἑρμοῦ 10 πλησίον τῆς προσωρινῆς κορυφῆς καὶ Στήλης. Κλίνες Ἀγγλικαί, Καθίσματα Βιέννης.: [1310, 819, 1525, 885]
headline-monopolion-sub2: Η ΧΘΕΣΙΝΗ ΣΥΖΗΤΗΣΙΣ: [414, 766, 580, 781]
ad-address: 63—Ὁδὸς Ἀθηνᾶς—63 (Κέντρον Πλάκας): [636, 1158, 866, 1186]
row-value: 678.—: [318, 255, 366, 267]
row-label: Ἐπὶ Ἀγγλίας: [151, 520, 212, 532]
